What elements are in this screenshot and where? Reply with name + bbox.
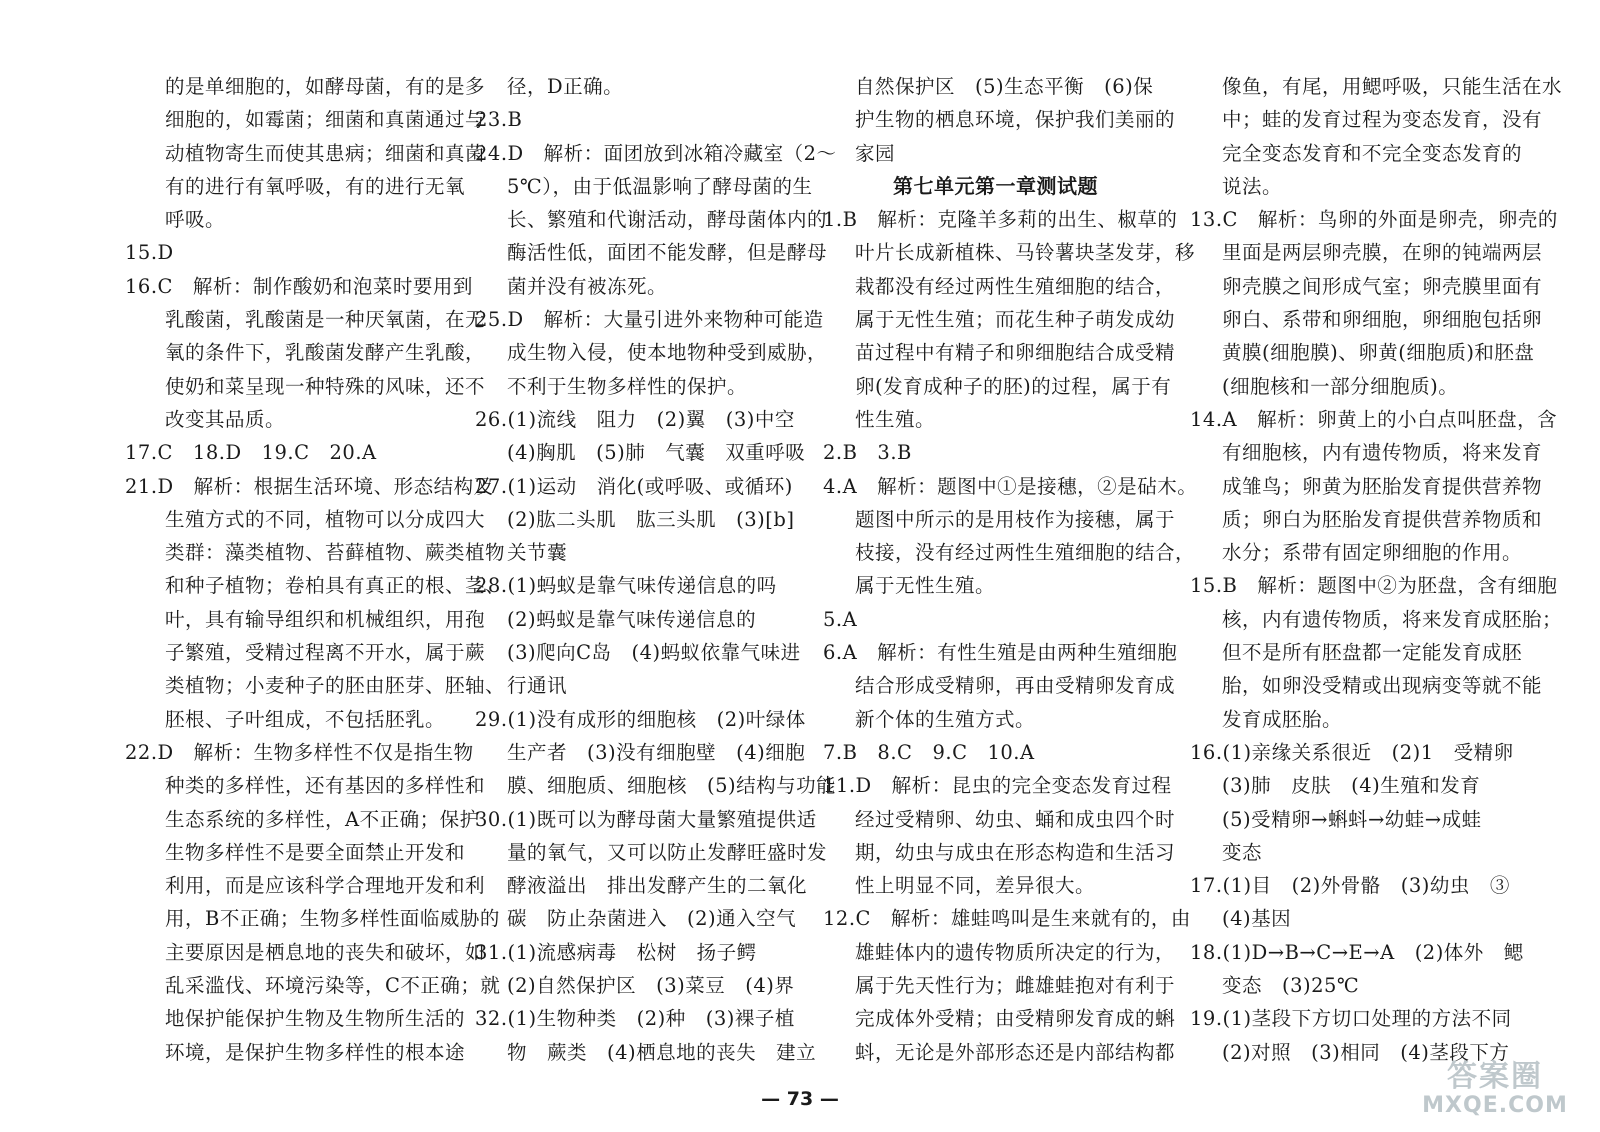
text-line: 主要原因是栖息地的丧失和破坏，如 xyxy=(165,940,486,964)
text-line: 属于无性生殖；而花生种子萌发成幼 xyxy=(855,308,1176,332)
text-line: 5℃），由于低温影响了酵母菌的生 xyxy=(507,174,813,198)
text-line: (2)肱二头肌 肱三头肌 (3)[b] xyxy=(507,507,795,531)
text-line: 27.(1)运动 消化(或呼吸、或循环) xyxy=(475,474,793,498)
text-line: 地保护能保护生物及生物所生活的 xyxy=(165,1007,466,1031)
text-line: 叶，具有输导组织和机械组织，用孢 xyxy=(165,607,486,631)
text-line: 完全变态发育和不完全变态发育的 xyxy=(1222,141,1523,165)
text-line: 2.B 3.B xyxy=(823,441,912,465)
text-line: 不利于生物多样性的保护。 xyxy=(507,374,748,398)
text-line: 行通讯 xyxy=(507,674,568,698)
text-line: 31.(1)流感病毒 松树 扬子鳄 xyxy=(475,940,757,964)
text-line: 乱采滥伐、环境污染等，C不正确；就 xyxy=(165,974,501,998)
text-line: 属于先天性行为；雌雄蛙抱对有利于 xyxy=(855,974,1176,998)
text-line: 有细胞核，内有遗传物质，将来发育 xyxy=(1222,441,1543,465)
text-line: 19.(1)茎段下方切口处理的方法不同 xyxy=(1190,1007,1512,1031)
text-line: (4)胸肌 (5)肺 气囊 双重呼吸 xyxy=(507,441,806,465)
text-line: 动植物寄生而使其患病；细菌和真菌 xyxy=(165,141,486,165)
text-line: 25.D 解析：大量引进外来物种可能造 xyxy=(475,308,824,332)
text-line: 18.(1)D→B→C→E→A (2)体外 鳃 xyxy=(1190,940,1524,964)
text-line: 护生物的栖息环境，保护我们美丽的 xyxy=(855,108,1176,132)
text-line: 但不是所有胚盘都一定能发育成胚 xyxy=(1222,641,1523,665)
text-line: 酵液溢出 排出发酵产生的二氧化 xyxy=(507,874,808,898)
text-line: 变态 (3)25℃ xyxy=(1222,974,1360,998)
text-line: 说法。 xyxy=(1222,174,1283,198)
text-line: 利用，而是应该科学合理地开发和利 xyxy=(165,874,486,898)
text-line: 酶活性低，面团不能发酵，但是酵母 xyxy=(507,241,828,265)
text-line: (2)对照 (3)相同 (4)茎段下方 xyxy=(1222,1040,1510,1064)
text-line: 发育成胚胎。 xyxy=(1222,707,1343,731)
text-line: (2)蚂蚁是靠气味传递信息的 xyxy=(507,607,757,631)
text-line: 生态系统的多样性，A不正确；保护 xyxy=(165,807,480,831)
text-line: 核，内有遗传物质，将来发育成胚胎； xyxy=(1222,607,1563,631)
text-line: 环境，是保护生物多样性的根本途 xyxy=(165,1040,466,1064)
text-line: (2)自然保护区 (3)菜豆 (4)界 xyxy=(507,974,795,998)
text-line: 题图中所示的是用枝作为接穗，属于 xyxy=(855,507,1176,531)
text-line: 4.A 解析：题图中①是接穗，②是砧木。 xyxy=(823,474,1198,498)
text-line: 膜、细胞质、细胞核 (5)结构与功能 xyxy=(507,774,837,798)
text-line: 新个体的生殖方式。 xyxy=(855,707,1036,731)
text-line: 子繁殖，受精过程离不开水，属于蕨 xyxy=(165,641,486,665)
text-line: 水分；系带有固定卵细胞的作用。 xyxy=(1222,541,1523,565)
text-line: 1.B 解析：克隆羊多莉的出生、椒草的 xyxy=(823,208,1178,232)
text-line: 碳 防止杂菌进入 (2)通入空气 xyxy=(507,907,797,931)
text-line: 胎，如卵没受精或出现病变等就不能 xyxy=(1222,674,1543,698)
text-line: 苗过程中有精子和卵细胞结合成受精 xyxy=(855,341,1176,365)
text-line: 15.B 解析：题图中②为胚盘，含有细胞 xyxy=(1190,574,1558,598)
text-line: 雄蛙体内的遗传物质所决定的行为， xyxy=(855,940,1176,964)
text-line: 成雏鸟；卵黄为胚胎发育提供营养物 xyxy=(1222,474,1543,498)
text-line: 11.D 解析：昆虫的完全变态发育过程 xyxy=(823,774,1172,798)
text-line: 质；卵白为胚胎发育提供营养物质和 xyxy=(1222,507,1543,531)
text-line: 29.(1)没有成形的细胞核 (2)叶绿体 xyxy=(475,707,806,731)
text-line: 卵白、系带和卵细胞，卵细胞包括卵 xyxy=(1222,308,1543,332)
text-line: 16.C 解析：制作酸奶和泡菜时要用到 xyxy=(125,274,473,298)
text-line: 种类的多样性，还有基因的多样性和 xyxy=(165,774,486,798)
text-line: 枝接，没有经过两性生殖细胞的结合， xyxy=(855,541,1196,565)
text-line: 属于无性生殖。 xyxy=(855,574,996,598)
text-line: 乳酸菌，乳酸菌是一种厌氧菌，在无 xyxy=(165,308,486,332)
text-line: 氧的条件下，乳酸菌发酵产生乳酸， xyxy=(165,341,486,365)
text-line: 里面是两层卵壳膜，在卵的钝端两层 xyxy=(1222,241,1543,265)
text-line: 14.A 解析：卵黄上的小白点叫胚盘，含 xyxy=(1190,407,1558,431)
text-line: 5.A xyxy=(823,607,858,631)
text-line: 有的进行有氧呼吸，有的进行无氧 xyxy=(165,174,466,198)
text-line: 类群：藻类植物、苔藓植物、蕨类植物 xyxy=(165,541,506,565)
text-line: 22.D 解析：生物多样性不仅是指生物 xyxy=(125,740,474,764)
text-line: 量的氧气，又可以防止发酵旺盛时发 xyxy=(507,840,828,864)
text-line: (3)爬向C岛 (4)蚂蚁依靠气味进 xyxy=(507,641,801,665)
text-line: 卵壳膜之间形成气室；卵壳膜里面有 xyxy=(1222,274,1543,298)
text-line: 生物多样性不是要全面禁止开发和 xyxy=(165,840,466,864)
text-line: 改变其品质。 xyxy=(165,407,286,431)
watermark-title: 答案圈 xyxy=(1447,1059,1543,1094)
text-line: 菌并没有被冻死。 xyxy=(507,274,668,298)
text-column-3 xyxy=(823,70,1198,1069)
text-line: 使奶和菜呈现一种特殊的风味，还不 xyxy=(165,374,486,398)
text-line: 家园 xyxy=(855,141,896,165)
text-line: 21.D 解析：根据生活环境、形态结构及 xyxy=(125,474,494,498)
text-line: 黄膜(细胞膜)、卵黄(细胞质)和胚盘 xyxy=(1222,341,1535,365)
text-column-4 xyxy=(1190,70,1563,1069)
text-line: 成生物入侵，使本地物种受到威胁， xyxy=(507,341,828,365)
text-line: 胚根、子叶组成，不包括胚乳。 xyxy=(165,707,446,731)
text-column-2 xyxy=(475,70,837,1069)
text-line: 物 蕨类 (4)栖息地的丧失 建立 xyxy=(507,1040,817,1064)
text-line: 24.D 解析：面团放到冰箱冷藏室（2～ xyxy=(475,141,837,165)
text-line: 类植物；小麦种子的胚由胚芽、胚轴、 xyxy=(165,674,506,698)
text-line: 30.(1)既可以为酵母菌大量繁殖提供适 xyxy=(475,807,817,831)
text-line: 7.B 8.C 9.C 10.A xyxy=(823,740,1035,764)
text-line: (细胞核和一部分细胞质)。 xyxy=(1222,374,1459,398)
text-line: 28.(1)蚂蚁是靠气味传递信息的吗 xyxy=(475,574,777,598)
text-line: 和种子植物；卷柏具有真正的根、茎、 xyxy=(165,574,506,598)
text-line: 卵(发育成种子的胚)的过程，属于有 xyxy=(855,374,1172,398)
text-line: 蚪，无论是外部形态还是内部结构都 xyxy=(855,1040,1176,1064)
text-line: (3)肺 皮肤 (4)生殖和发育 xyxy=(1222,774,1481,798)
text-line: 呼吸。 xyxy=(165,208,226,232)
text-line: 生殖方式的不同，植物可以分成四大 xyxy=(165,507,486,531)
text-line: (4)基因 xyxy=(1222,907,1292,931)
text-line: 中；蛙的发育过程为变态发育，没有 xyxy=(1222,108,1543,132)
text-line: 13.C 解析：鸟卵的外面是卵壳，卵壳的 xyxy=(1190,208,1558,232)
text-line: 完成体外受精；由受精卵发育成的蝌 xyxy=(855,1007,1176,1031)
text-line: 17.(1)目 (2)外骨骼 (3)幼虫 ③ xyxy=(1190,874,1510,898)
page-number: — 73 — xyxy=(761,1088,839,1110)
text-line: 的是单细胞的，如酵母菌，有的是多 xyxy=(165,75,486,98)
text-line: 栽都没有经过两性生殖细胞的结合， xyxy=(855,274,1176,298)
text-line: 经过受精卵、幼虫、蛹和成虫四个时 xyxy=(855,807,1176,831)
section-heading: 第七单元第一章测试题 xyxy=(893,173,1098,198)
text-line: (5)受精卵→蝌蚪→幼蛙→成蛙 xyxy=(1222,807,1482,831)
text-line: 32.(1)生物种类 (2)种 (3)裸子植 xyxy=(475,1007,795,1031)
text-line: 期，幼虫与成虫在形态构造和生活习 xyxy=(855,840,1176,864)
text-line: 关节囊 xyxy=(507,541,568,565)
watermark-logo xyxy=(1410,1060,1580,1122)
text-line: 生产者 (3)没有细胞壁 (4)细胞 xyxy=(507,740,806,764)
text-line: 叶片长成新植株、马铃薯块茎发芽，移 xyxy=(855,241,1196,265)
text-line: 用，B不正确；生物多样性面临威胁的 xyxy=(165,907,500,931)
text-line: 15.D xyxy=(125,241,174,265)
text-line: 16.(1)亲缘关系很近 (2)1 受精卵 xyxy=(1190,740,1514,764)
text-line: 12.C 解析：雄蛙鸣叫是生来就有的，由 xyxy=(823,907,1191,931)
text-line: 17.C 18.D 19.C 20.A xyxy=(125,441,377,465)
text-line: 性上明显不同，差异很大。 xyxy=(855,874,1096,898)
text-line: 径，D正确。 xyxy=(507,75,624,98)
text-line: 26.(1)流线 阻力 (2)翼 (3)中空 xyxy=(475,407,795,431)
text-line: 结合形成受精卵，再由受精卵发育成 xyxy=(855,674,1176,698)
watermark-url: MXQE.COM xyxy=(1422,1093,1568,1118)
text-line: 6.A 解析：有性生殖是由两种生殖细胞 xyxy=(823,641,1178,665)
text-line: 23.B xyxy=(475,108,523,132)
text-line: 细胞的，如霉菌；细菌和真菌通过与 xyxy=(165,108,486,132)
text-line: 像鱼，有尾，用鳃呼吸，只能生活在水 xyxy=(1222,75,1563,98)
text-line: 长、繁殖和代谢活动，酵母菌体内的 xyxy=(507,208,828,232)
text-line: 自然保护区 (5)生态平衡 (6)保 xyxy=(855,75,1154,98)
text-line: 性生殖。 xyxy=(855,407,936,431)
text-line: 变态 xyxy=(1222,840,1263,864)
